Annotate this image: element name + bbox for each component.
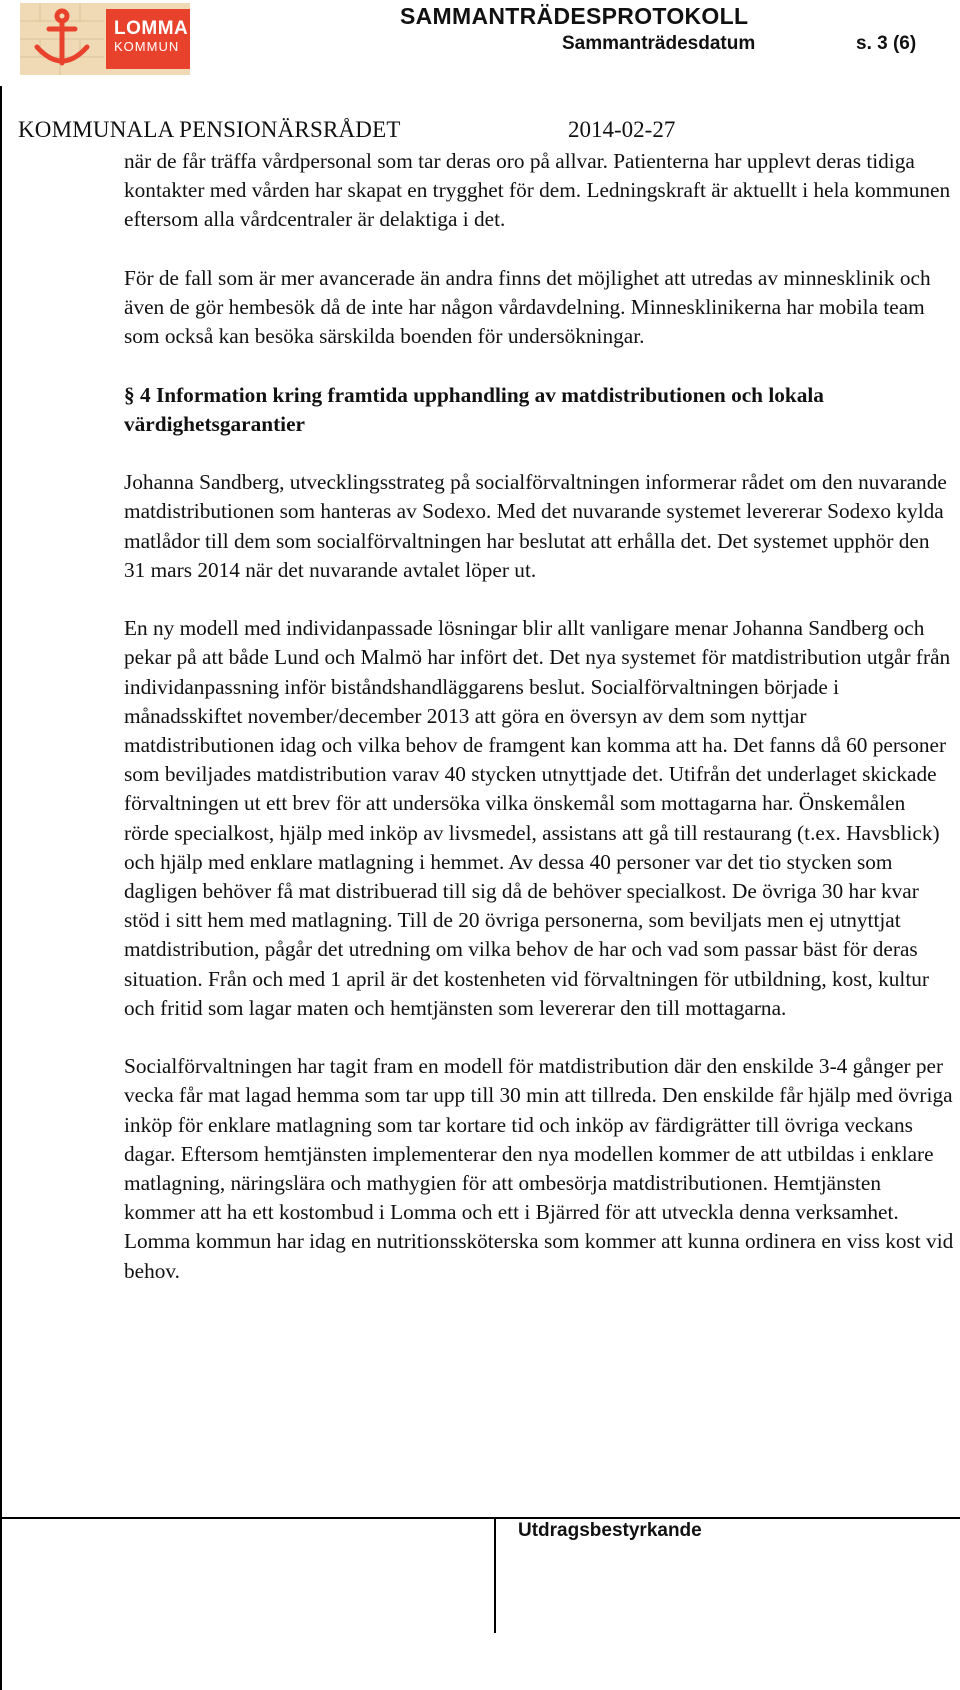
paragraph: För de fall som är mer avancerade än andra finns det möjlighet att utredas av minnesklinik och även de gör hembesök då de inte har någon vårdavdelning. Minnesklinikerna har mobila team som också kan besöka särskilda boenden för undersökningar. bbox=[124, 265, 931, 349]
section-heading: § 4 Information kring framtida upphandling av matdistributionen och lokala värdighetsgarantier bbox=[124, 382, 824, 436]
paragraph: Socialförvaltningen har tagit fram en modell för matdistribution där den enskilde 3-4 gånger per vecka får mat lagad hemma som tar upp till 30 min att tillreda. Den enskilde får hjälp med övriga inköp för enklare matlagning som tar kortare tid och inköp av färdigrätter till övriga veckans dagar. Eftersom hemtjänsten implementerar den nya modellen kommer de att utbildas i enklare matlagning, näringslära och mathygien för att ombesörja matdistributionen. Hemtjänsten kommer att ha ett kostombud i Lomma och ett i Bjärred för att utveckla denna verksamhet. Lomma kommun har idag en nutritionssköterska som kommer att kunna ordinera en viss kost vid behov. bbox=[124, 1054, 954, 1283]
certification-label: Utdragsbestyrkande bbox=[518, 1520, 702, 1541]
meeting-date-label: Sammanträdesdatum bbox=[562, 33, 756, 54]
page-number: s. 3 (6) bbox=[856, 33, 917, 54]
committee-name: KOMMUNALA PENSIONÄRSRÅDET bbox=[18, 117, 401, 142]
paragraph: En ny modell med individanpassade lösningar blir allt vanligare menar Johanna Sandberg och pekar på att både Lund och Malmö har infört det. Det nya systemet för matdistribution utgår från individanpassning inför biståndshandläggarens beslut. Socialförvaltningen började i månadsskiftet november/december 2013 att göra en översyn av dem som nyttjar matdistributionen idag och vilka behov de framgent kan komma att ha. Det fanns då 60 personer som beviljades matdistribution varav 40 stycken utnyttjade det. Utifrån det underlaget skickade förvaltningen ut ett brev för att undersöka vilka önskemål som mottagarna har. Önskemålen rörde specialkost, hjälp med inköp av livsmedel, assistans att gå till restaurang (t.ex. Havsblick) och hjälp med enklare matlagning i hemmet. Av dessa 40 personer var det tio stycken som dagligen behöver få mat distribuerad till sig då de behöver specialkost. De övriga 30 har kvar stöd i sitt hem med matlagning. Till de 20 övriga personerna, som beviljats men ej utnyttjat matdistribution, pågår det utredning om vilka behov de har och vad som passar bäst för deras situation. Från och med 1 april är det kostenheten vid förvaltningen för utbildning, kost, kultur och fritid som lagar maten och hemtjänsten som levererar den till mottagarna. bbox=[124, 616, 951, 1020]
document-title: SAMMANTRÄDESPROTOKOLL bbox=[400, 3, 749, 29]
footer-rule bbox=[0, 1517, 960, 1519]
logo-text-kommun: KOMMUN bbox=[114, 39, 180, 54]
logo-text-lomma: LOMMA bbox=[114, 18, 189, 39]
lomma-kommun-logo bbox=[20, 3, 190, 75]
meeting-date: 2014-02-27 bbox=[568, 117, 676, 142]
paragraph: när de får träffa vårdpersonal som tar deras oro på allvar. Patienterna har upplevt deras tidiga kontakter med vården har skapat en trygghet för dem. Ledningskraft är aktuellt i hela kommunen eftersom alla vårdcentraler är delaktiga i det. bbox=[124, 149, 951, 232]
minutes-body bbox=[124, 147, 954, 1315]
footer-divider bbox=[494, 1519, 496, 1633]
logo-wordmark bbox=[114, 19, 188, 53]
left-margin-rule bbox=[0, 86, 2, 1690]
paragraph: Johanna Sandberg, utvecklingsstrateg på socialförvaltningen informerar rådet om den nuvarande matdistributionen som hanteras av Sodexo. Med det nuvarande systemet levererar Sodexo kylda matlådor till dem som socialförvaltningen har beslutat att erhålla det. Det systemet upphör den 31 mars 2014 när det nuvarande avtalet löper ut. bbox=[124, 470, 947, 582]
